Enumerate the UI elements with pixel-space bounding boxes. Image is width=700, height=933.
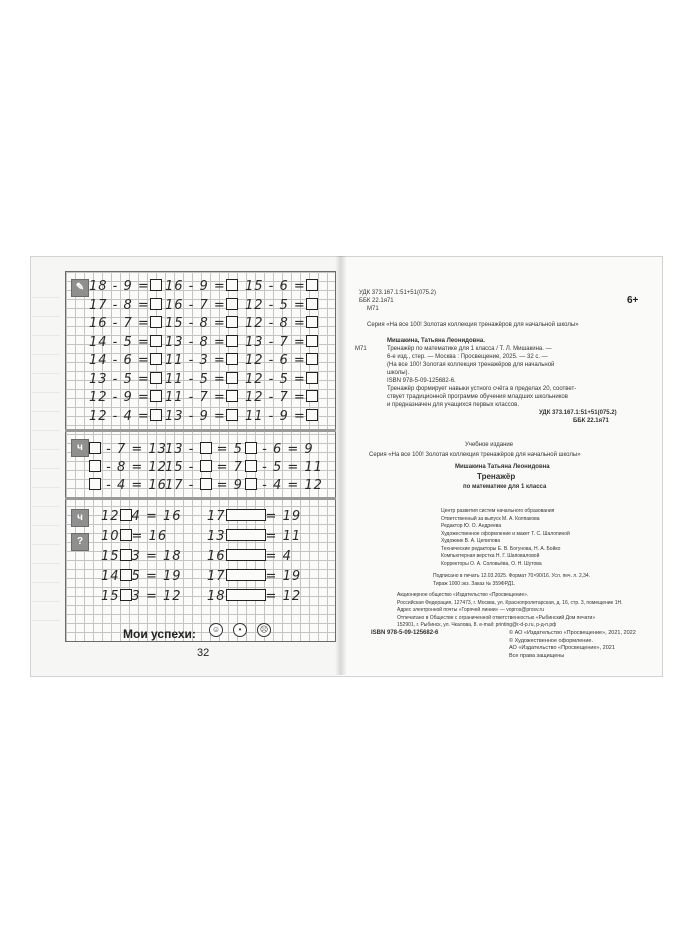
answer-box [306, 390, 318, 402]
sign-exercise [207, 569, 301, 584]
answer-box [306, 279, 318, 291]
subtraction-exercise [165, 335, 238, 350]
exercise-text: 13 [207, 529, 226, 544]
credit-line: Редактор Ю. О. Андреева [441, 523, 502, 529]
age-rating: 6+ [627, 295, 639, 306]
exercise-text: 12 - 9 = [89, 390, 150, 405]
m71-top: М71 [367, 306, 379, 312]
exercise-text: 13 - 7 = [245, 334, 306, 350]
description-line: 6-е изд., стер. — Москва : Просвещение, 2025. — 32 с. — [387, 354, 548, 360]
exercise-text: 12 - 5 = [245, 371, 306, 387]
bbk-top: ББК 22.1я71 [359, 298, 394, 304]
answer-box [150, 353, 162, 365]
exercise-text: 13 - 5 = [89, 371, 150, 387]
exercise-text: 17 [207, 509, 226, 524]
answer-box [226, 509, 266, 521]
credit-line: Художник В. А. Цепилова [441, 538, 501, 544]
subtraction-exercise [245, 390, 318, 405]
bbk-bottom: ББК 22.1я71 [573, 418, 609, 424]
credit-line: Технические редакторы Е. В. Богунова, Н. А. Бойко [441, 545, 561, 552]
exercise-text: - 4 = 16 [101, 478, 167, 493]
credit-line: Центр развития систем начального образования [441, 508, 555, 514]
subtraction-exercise [165, 353, 238, 368]
subtraction-exercise [165, 298, 238, 313]
answer-box [89, 442, 101, 454]
missing-number-exercise [89, 442, 167, 457]
exercise-text: = 9 [211, 478, 243, 493]
copyright-line: Все права защищены [509, 652, 565, 659]
copyright-line: © АО «Издательство «Просвещение», 2021, 2022 [509, 630, 636, 636]
answer-box [226, 409, 238, 421]
sign-exercise [207, 529, 301, 544]
open-workbook [30, 256, 662, 675]
credit-line: Ответственный за выпуск М. А. Колпакова [441, 515, 540, 522]
exercise-text: 14 - 5 = [89, 334, 150, 350]
answer-box [306, 353, 318, 365]
subtraction-exercise [165, 279, 238, 294]
subtraction-exercise [245, 298, 318, 313]
answer-box [120, 509, 132, 521]
edu-label: Учебное издание [465, 442, 514, 448]
publisher-line: 152901, г. Рыбинск, ул. Чкалова, 8. e-mail: printing@r-d-p.ru, р-д-п.рф [397, 622, 557, 628]
answer-box [245, 442, 257, 454]
exercise-text: 11 - 9 = [245, 408, 306, 424]
subtraction-exercise [89, 353, 162, 368]
answer-box [120, 569, 132, 581]
exercise-text: 16 - 7 = [165, 297, 226, 313]
subtraction-exercise [89, 279, 162, 294]
publisher-line: Отпечатано в Обществе с ограниченной ответственностью «Рыбинский Дом печати» [397, 614, 596, 621]
answer-box [150, 335, 162, 347]
author-name: Мишакина Татьяна Леонидовна [455, 464, 550, 470]
exercise-text: 13 - [165, 442, 200, 457]
exercise-text: = 12 [265, 589, 302, 604]
left-page [30, 256, 343, 677]
publisher-line: Адрес электронной почты «Горячей линии» — vopros@prosv.ru [397, 607, 545, 613]
missing-number-exercise [89, 460, 167, 475]
book-title: Тренажёр [477, 472, 516, 481]
subtraction-exercise [165, 316, 238, 331]
exercise-text: = 4 [265, 549, 292, 564]
exercise-text: 11 - 3 = [165, 353, 226, 368]
exercise-text: 12 - 6 = [245, 353, 306, 368]
missing-number-exercise [165, 460, 243, 475]
answer-box [226, 353, 238, 365]
exercise-text: - 5 = 11 [257, 460, 323, 475]
subtraction-exercise [89, 409, 162, 424]
exercise-text: 12 [101, 509, 120, 524]
missing-number-exercise [165, 478, 243, 493]
exercise-text: = 16 [131, 529, 168, 544]
author-bold: Мишакина, Татьяна Леонидовна. [387, 338, 485, 344]
m71-code: М71 [355, 346, 367, 352]
answer-box [245, 478, 257, 490]
exercise-text: 15 [101, 549, 120, 564]
exercise-text: 4 = 16 [131, 509, 182, 524]
description-line: и предназначен для учащихся первых классов. [387, 402, 520, 408]
exercise-text: 11 - 5 = [165, 371, 226, 387]
answer-box [226, 390, 238, 402]
publisher-line: Акционерное общество «Издательство «Просвещение». [397, 592, 529, 598]
description-line: (На все 100! Золотая коллекция тренажёров для начальной [387, 362, 555, 368]
bleed-through-lines [32, 297, 60, 637]
subtraction-exercise [89, 372, 162, 387]
exercise-text: 18 - 9 = [89, 279, 150, 294]
subtraction-exercise [89, 335, 162, 350]
right-page [341, 256, 663, 677]
answer-box [226, 549, 266, 561]
sign-exercise [101, 569, 182, 584]
missing-number-exercise [245, 460, 323, 475]
sign-exercise [207, 549, 292, 564]
exercise-text: 3 = 12 [131, 589, 182, 604]
answer-box [306, 409, 318, 421]
exercise-text: 11 - 7 = [165, 390, 226, 405]
exercise-text: - 8 = 12 [101, 460, 167, 475]
sign-exercise [101, 529, 167, 544]
answer-box [150, 298, 162, 310]
exercise-text: 16 - 7 = [89, 316, 150, 331]
missing-number-exercise [245, 442, 314, 457]
neutral-face-icon: • [233, 623, 247, 637]
subtraction-exercise [245, 335, 318, 350]
answer-box [150, 409, 162, 421]
missing-number-exercise [89, 478, 167, 493]
exercise-text: 12 - 4 = [89, 408, 150, 424]
sign-exercise [101, 509, 182, 524]
subtraction-exercise [245, 316, 318, 331]
answer-box [306, 335, 318, 347]
exercise-text: 16 [207, 549, 226, 564]
exercise-text: 12 - 5 = [245, 297, 306, 313]
description-line: Тренажёр по математике для 1 класса / Т. Л. Мишакина. — [387, 346, 552, 352]
copyright-line: © Художественное оформление. [509, 637, 593, 644]
subtraction-exercise [245, 372, 318, 387]
subtraction-exercise [89, 298, 162, 313]
exercise-text: 3 = 18 [131, 549, 182, 564]
exercise-text: 14 [101, 569, 120, 584]
description-line: ствует традиционной программе обучения младших школьников [387, 394, 568, 400]
answer-box [306, 316, 318, 328]
print-line: Подписано в печать 12.03.2025. Формат 70×90/16. Усл. печ. л. 2,34. [433, 573, 591, 579]
answer-box [226, 316, 238, 328]
credit-line: Компьютерная верстка Н. Г. Шаповаловой [441, 553, 540, 559]
exercise-text: 13 - 9 = [165, 408, 226, 424]
description-line: ISBN 978-5-09-125682-6. [387, 378, 456, 384]
udk-bottom: УДК 373.167.1:51+51(075.2) [539, 410, 617, 416]
exercise-text: 17 - 8 = [89, 297, 150, 313]
exercise-text: 12 - 8 = [245, 316, 306, 331]
section-icon-ch: ч [71, 439, 89, 457]
answer-box [120, 529, 132, 541]
subtraction-exercise [89, 316, 162, 331]
description-line: школы). [387, 370, 410, 376]
credit-line: Корректоры О. А. Соловьёва, О. Н. Шутова [441, 560, 542, 567]
exercise-text: - 6 = 9 [257, 442, 314, 457]
isbn: ISBN 978-5-09-125682-6 [371, 630, 439, 636]
subtraction-exercise [165, 372, 238, 387]
exercise-text: 5 = 19 [131, 569, 182, 584]
exercise-text: 15 - [165, 460, 200, 475]
print-line: Тираж 1000 экз. Заказ № 359ФРД1. [433, 581, 516, 587]
copyright-line: АО «Издательство «Просвещение», 2021 [509, 645, 615, 651]
answer-box [226, 298, 238, 310]
pencil-icon: ✎ [71, 279, 89, 297]
series-line: Серия «На все 100! Золотая коллекция тренажёров для начальной школы» [367, 322, 579, 328]
answer-box [200, 478, 212, 490]
series-line-2: Серия «На все 100! Золотая коллекция тренажёров для начальной школы» [369, 452, 581, 458]
answer-box [226, 569, 266, 581]
answer-box [226, 279, 238, 291]
subtraction-exercise [89, 390, 162, 405]
exercise-text: 14 - 6 = [89, 353, 150, 368]
section-icon-question: ? [71, 533, 89, 551]
answer-box [150, 372, 162, 384]
udk-top: УДК 373.167.1:51+51(075.2) [359, 290, 436, 296]
exercise-text: = 11 [265, 529, 302, 544]
exercise-text: = 5 [211, 442, 243, 457]
exercise-text: 17 [207, 569, 226, 584]
answer-box [226, 335, 238, 347]
answer-box [89, 460, 101, 472]
exercise-text: = 7 [211, 460, 243, 475]
subtraction-exercise [245, 409, 318, 424]
answer-box [306, 372, 318, 384]
answer-box [150, 279, 162, 291]
page-number: 32 [197, 647, 210, 659]
exercise-text: 15 - 6 = [245, 279, 306, 294]
answer-box [306, 298, 318, 310]
answer-box [150, 316, 162, 328]
exercise-text: 15 [101, 589, 120, 604]
answer-box [89, 478, 101, 490]
answer-box [120, 549, 132, 561]
exercise-text: 13 - 8 = [165, 334, 226, 350]
subtraction-exercise [165, 390, 238, 405]
subtraction-exercise [245, 353, 318, 368]
sign-exercise [101, 589, 182, 604]
exercise-text: 12 - 7 = [245, 390, 306, 405]
sign-exercise [207, 509, 301, 524]
section-icon-ch: ч [71, 509, 89, 527]
section-divider [65, 497, 336, 500]
answer-box [245, 460, 257, 472]
answer-box [200, 442, 212, 454]
section-divider [65, 429, 336, 432]
smiley-face-icon: ☺ [209, 623, 223, 637]
exercise-text: - 7 = 13 [101, 442, 167, 457]
answer-box [120, 589, 132, 601]
sign-exercise [101, 549, 182, 564]
missing-number-exercise [165, 442, 243, 457]
answer-box [226, 589, 266, 601]
exercise-text: 16 - 9 = [165, 279, 226, 294]
book-spine [335, 256, 347, 675]
answer-box [200, 460, 212, 472]
exercise-text: 15 - 8 = [165, 316, 226, 331]
sign-exercise [207, 589, 301, 604]
success-label: Мои успехи: [123, 627, 196, 641]
description-line: Тренажёр формирует навыки устного счёта в пределах 20, соответ- [387, 386, 577, 392]
missing-number-exercise [245, 478, 323, 493]
subtraction-exercise [165, 409, 238, 424]
answer-box [226, 372, 238, 384]
exercise-text: = 19 [265, 509, 302, 524]
credit-line: Художественное оформление и макет Т. С. Шалопиной [441, 530, 570, 537]
exercise-text: 18 [207, 589, 226, 604]
subtraction-exercise [245, 279, 318, 294]
exercise-text: 10 [101, 529, 120, 544]
sad-face-icon: ☹ [257, 623, 271, 637]
answer-box [226, 529, 266, 541]
exercise-text: 17 - [165, 478, 200, 493]
publisher-line: Российская Федерация, 127473, г. Москва, ул. Краснопролетарская, д. 16, стр. 3, помещение 1Н. [397, 599, 623, 606]
exercise-text: - 4 = 12 [257, 478, 323, 493]
answer-box [150, 390, 162, 402]
exercise-text: = 19 [265, 569, 302, 584]
book-subtitle: по математике для 1 класса [463, 484, 547, 490]
